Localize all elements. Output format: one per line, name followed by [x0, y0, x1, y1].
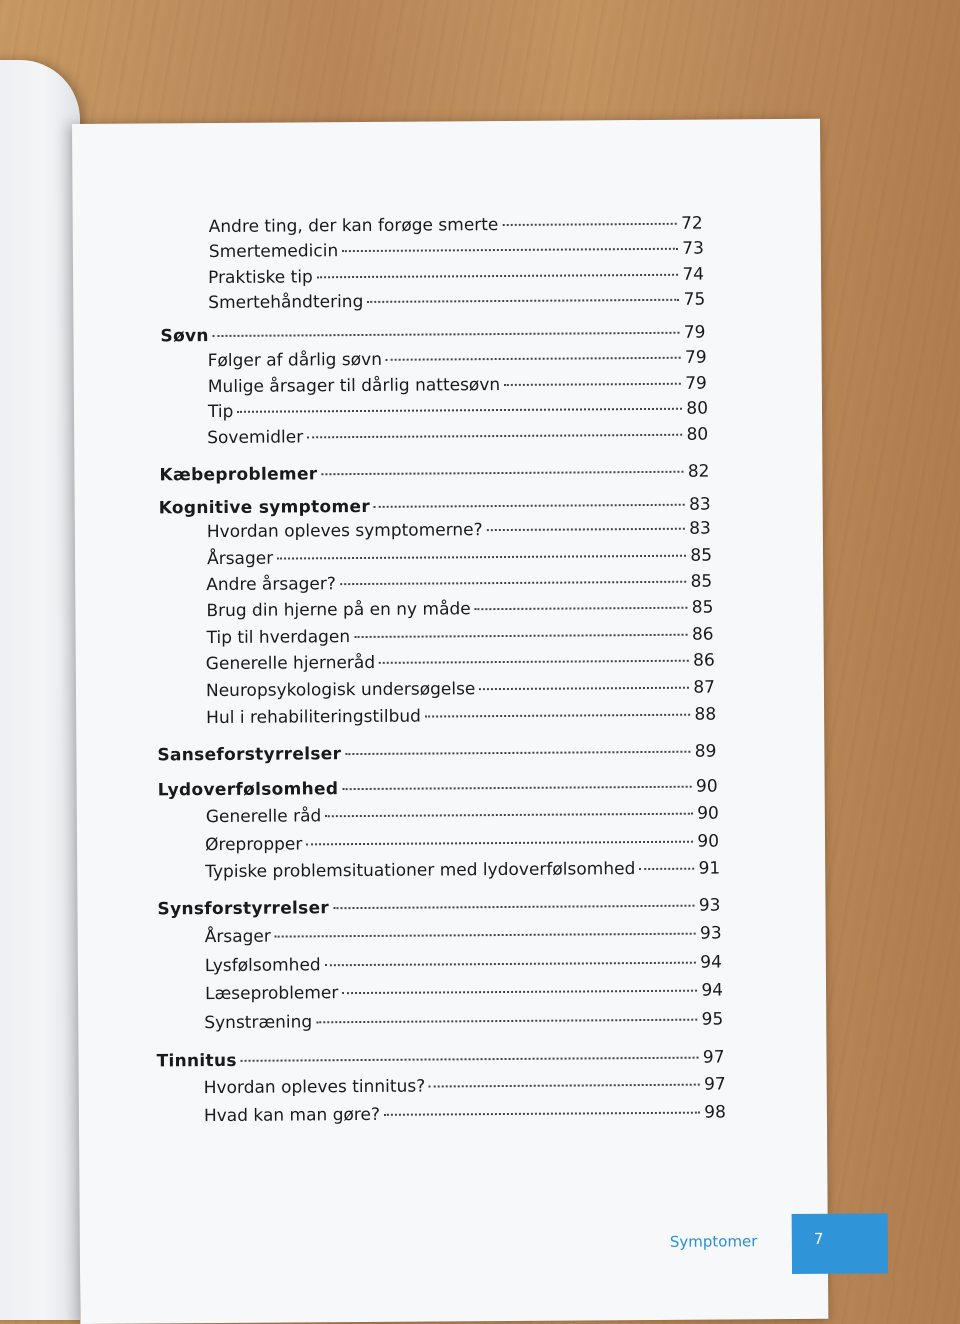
toc-page-number: 93	[698, 895, 721, 916]
toc-title: Andre årsager?	[206, 574, 336, 596]
dot-leader	[502, 223, 677, 226]
dot-leader	[307, 434, 682, 439]
book-page	[72, 119, 828, 1324]
toc-entry-row[interactable]	[208, 399, 708, 422]
dot-leader	[487, 528, 686, 531]
toc-page-number: 74	[682, 264, 705, 285]
toc-page-number: 97	[702, 1047, 725, 1068]
facing-page-edge	[0, 60, 80, 1320]
toc-title: Sanseforstyrrelser	[157, 744, 342, 766]
toc-entry-row[interactable]	[209, 214, 703, 237]
dot-leader	[306, 841, 693, 846]
toc-title: Læseproblemer	[205, 983, 339, 1005]
dot-leader	[321, 471, 683, 476]
dot-leader	[340, 581, 687, 585]
toc-page-number: 86	[693, 650, 715, 671]
toc-entry-row[interactable]	[208, 348, 707, 371]
toc-page-number: 91	[698, 858, 721, 879]
toc-page-number: 80	[686, 424, 709, 445]
toc-page-number: 82	[687, 461, 710, 482]
toc-page-number: 93	[699, 923, 722, 944]
toc-page-number: 79	[685, 373, 707, 394]
toc-title: Brug din hjerne på en ny måde	[206, 599, 471, 622]
dot-leader	[213, 332, 680, 337]
dot-leader	[342, 786, 692, 790]
toc-page-number: 86	[691, 624, 714, 645]
toc-title: Sovemidler	[207, 427, 304, 449]
dot-leader	[384, 1112, 700, 1116]
dot-leader	[275, 933, 696, 938]
toc-entry-row[interactable]	[207, 425, 708, 448]
toc-page-number: 85	[690, 545, 713, 566]
dot-leader	[237, 408, 682, 413]
toc-title: Praktiske tip	[208, 267, 313, 289]
toc-entry-row[interactable]	[204, 1102, 726, 1126]
dot-leader	[316, 1019, 697, 1024]
dot-leader	[277, 555, 686, 560]
toc-heading-row[interactable]	[160, 323, 705, 347]
dot-leader	[325, 813, 693, 818]
toc-page-number: 72	[681, 213, 703, 234]
toc-entry-row[interactable]	[204, 1009, 723, 1033]
toc-title: Lysfølsomhed	[204, 955, 321, 977]
toc-page-number: 85	[690, 571, 713, 592]
toc-page-number: 83	[689, 518, 711, 539]
toc-title: Typiske problemsituationer med lydoverfølsomhed	[205, 859, 636, 883]
toc-page-number: 79	[684, 347, 707, 368]
toc-entry-row[interactable]	[204, 1074, 726, 1098]
toc-entry-row[interactable]	[207, 519, 711, 543]
toc-page-number: 90	[695, 776, 718, 797]
toc-title: Tip til hverdagen	[206, 627, 351, 649]
toc-page-number: 90	[697, 803, 719, 824]
toc-title: Mulige årsager til dårlig nattesøvn	[207, 375, 501, 398]
toc-entry-row[interactable]	[207, 625, 714, 649]
toc-heading-row[interactable]	[157, 742, 716, 766]
table-of-contents	[72, 119, 828, 1324]
toc-page-number: 79	[683, 322, 706, 343]
page-number: 7	[813, 1229, 824, 1248]
toc-entry-row[interactable]	[205, 952, 722, 976]
toc-page-number: 87	[693, 677, 716, 698]
dot-leader	[379, 660, 689, 664]
toc-title: Generelle hjerneråd	[205, 652, 376, 675]
toc-title: Kæbeproblemer	[159, 464, 318, 486]
dot-leader	[317, 274, 679, 279]
dot-leader	[325, 962, 697, 967]
toc-heading-row[interactable]	[159, 462, 709, 486]
dot-leader	[425, 714, 691, 718]
toc-title: Tip	[207, 401, 234, 423]
dot-leader	[342, 248, 678, 252]
toc-title: Kognitive symptomer	[158, 496, 371, 519]
toc-title: Andre ting, der kan forøge smerte	[208, 215, 499, 238]
toc-title: Tinnitus	[156, 1050, 237, 1072]
toc-page-number: 98	[704, 1102, 726, 1123]
toc-entry-row[interactable]	[207, 546, 712, 570]
footer-section-label: Symptomer	[669, 1232, 758, 1251]
toc-page-number: 83	[688, 494, 711, 515]
toc-title: Hvad kan man gøre?	[203, 1104, 381, 1127]
toc-entry-row[interactable]	[208, 290, 705, 313]
toc-page-number: 80	[686, 398, 709, 419]
toc-title: Neuropsykologisk undersøgelse	[205, 679, 476, 702]
toc-page-number: 94	[700, 952, 722, 973]
toc-entry-row[interactable]	[206, 651, 715, 675]
toc-title: Smertehåndtering	[208, 291, 364, 314]
toc-entry-row[interactable]	[205, 858, 720, 882]
toc-entry-row[interactable]	[206, 678, 715, 702]
toc-title: Hul i rehabiliteringstilbud	[206, 706, 421, 729]
toc-heading-row[interactable]	[156, 1047, 724, 1071]
toc-title: Søvn	[160, 326, 209, 347]
toc-title: Synstræning	[204, 1012, 313, 1034]
dot-leader	[342, 990, 697, 994]
toc-page-number: 90	[697, 831, 720, 852]
toc-page-number: 97	[704, 1074, 726, 1095]
toc-page-number: 85	[691, 597, 714, 618]
toc-title: Årsager	[204, 926, 271, 948]
dot-leader	[639, 868, 694, 870]
dot-leader	[345, 751, 691, 755]
toc-entry-row[interactable]	[206, 572, 712, 596]
toc-entry-row[interactable]	[206, 705, 716, 729]
page-number-box	[792, 1213, 888, 1274]
toc-entry-row[interactable]	[208, 265, 704, 288]
dot-leader	[479, 687, 689, 690]
toc-page-number: 94	[701, 980, 724, 1001]
toc-title: Smertemedicin	[208, 241, 339, 263]
dot-leader	[374, 504, 685, 508]
toc-entry-row[interactable]	[205, 980, 723, 1004]
toc-entry-row[interactable]	[206, 804, 719, 828]
toc-title: Hvordan opleves symptomerne?	[206, 520, 483, 543]
toc-title: Hvordan opleves tinnitus?	[203, 1076, 426, 1099]
toc-heading-row[interactable]	[159, 495, 711, 519]
toc-page-number: 95	[701, 1009, 724, 1030]
dot-leader	[367, 299, 679, 303]
toc-heading-row[interactable]	[157, 895, 720, 919]
toc-title: Synsforstyrrelser	[157, 898, 330, 920]
toc-title: Årsager	[206, 548, 274, 570]
dot-leader	[241, 1057, 699, 1062]
toc-entry-row[interactable]	[209, 239, 704, 262]
toc-entry-row[interactable]	[205, 832, 719, 856]
toc-title: Generelle råd	[205, 806, 322, 828]
toc-page-number: 73	[682, 238, 704, 259]
toc-page-number: 88	[694, 704, 717, 725]
dot-leader	[354, 634, 688, 638]
toc-title: Ørepropper	[204, 834, 303, 856]
toc-title: Følger af dårlig søvn	[207, 349, 383, 372]
toc-entry-row[interactable]	[206, 598, 713, 622]
dot-leader	[386, 357, 681, 361]
toc-title: Lydoverfølsomhed	[157, 779, 339, 801]
dot-leader	[429, 1084, 700, 1088]
dot-leader	[504, 383, 681, 386]
toc-page-number: 89	[694, 741, 717, 762]
dot-leader	[475, 607, 688, 610]
toc-entry-row[interactable]	[208, 374, 707, 397]
toc-page-number: 75	[683, 289, 706, 310]
toc-heading-row[interactable]	[158, 777, 718, 801]
toc-entry-row[interactable]	[205, 923, 722, 947]
dot-leader	[333, 905, 695, 910]
